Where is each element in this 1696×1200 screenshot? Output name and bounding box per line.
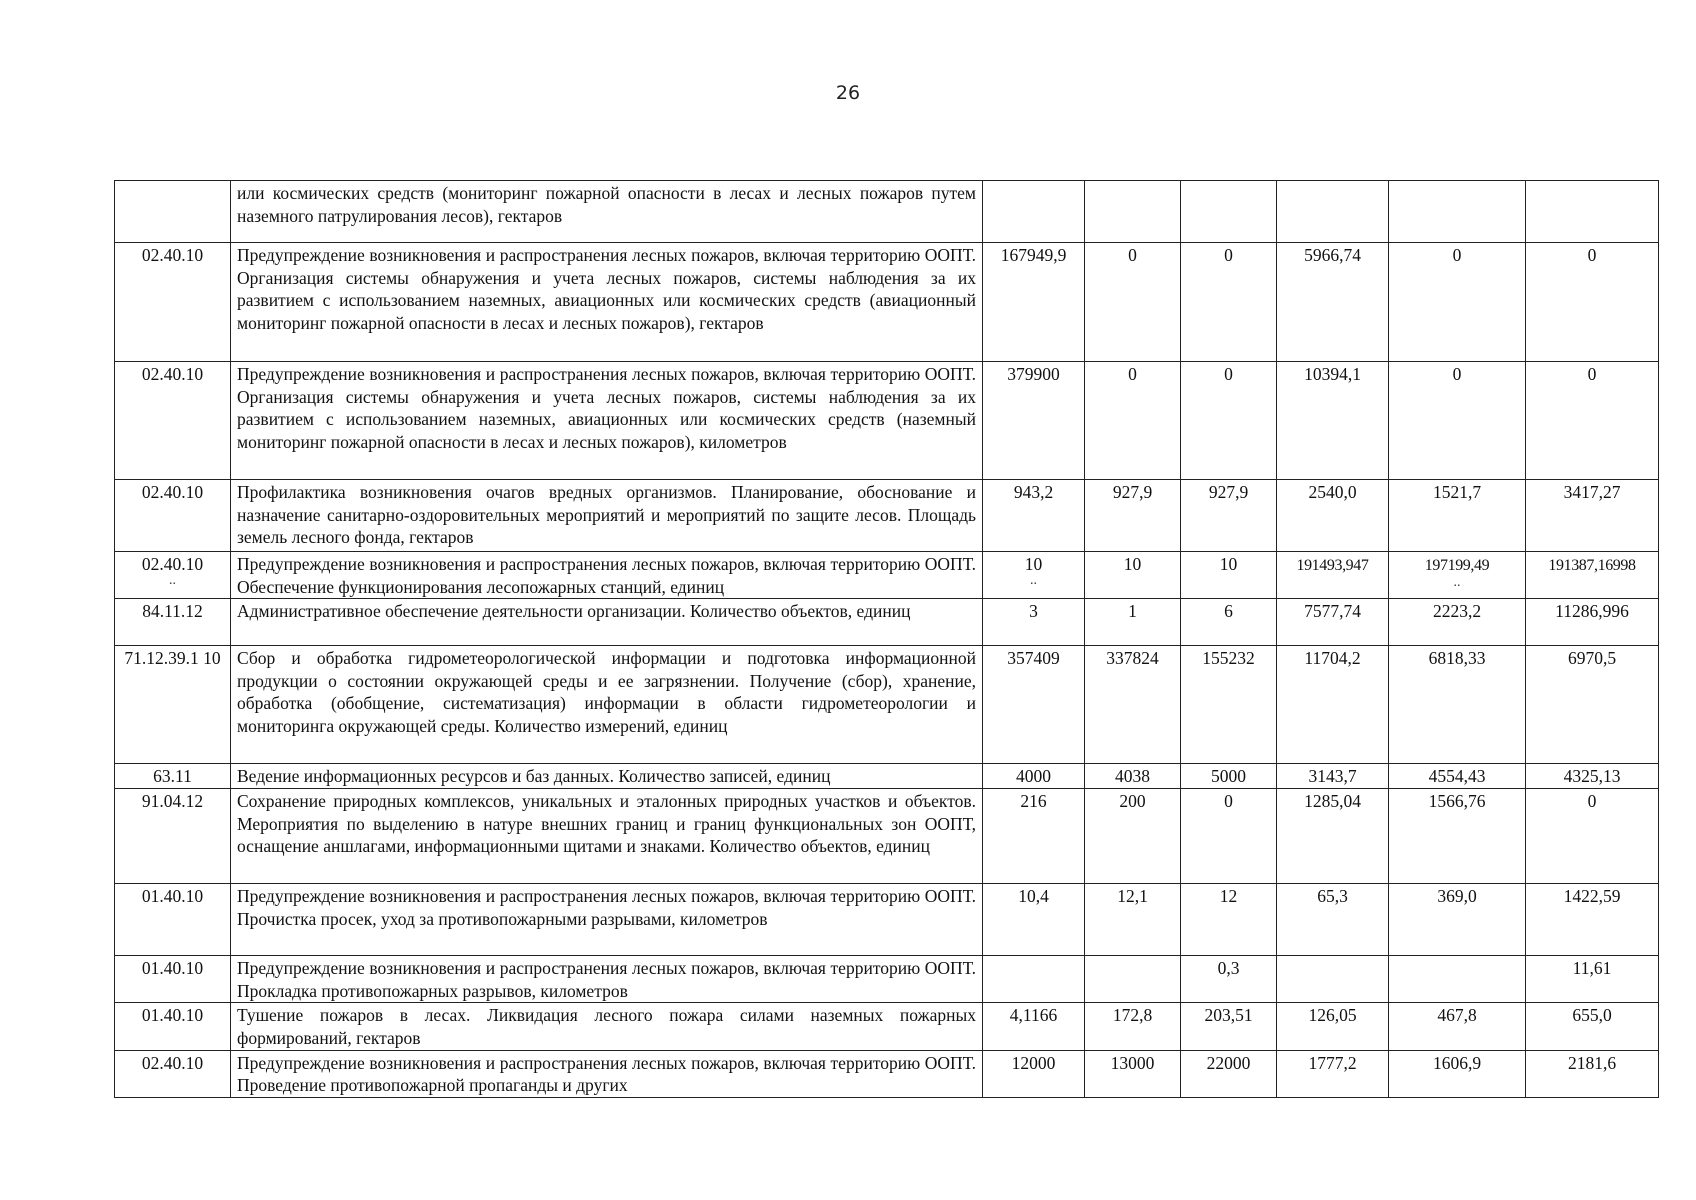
value-col-4: 7577,74 bbox=[1277, 599, 1389, 646]
service-description: Предупреждение возникновения и распространения лесных пожаров, включая территорию ООПТ. Прокладка противопожарных разрывов, километров bbox=[231, 956, 983, 1003]
service-description: Профилактика возникновения очагов вредных организмов. Планирование, обоснование и назначение санитарно-оздоровительных мероприятий и мероприятий по защите лесов. Площадь земель лесного фонда, гектаров bbox=[231, 480, 983, 552]
value-col-6 bbox=[1526, 181, 1659, 243]
value-col-2: 1 bbox=[1085, 599, 1181, 646]
value-col-4: 10394,1 bbox=[1277, 362, 1389, 480]
value-col-3 bbox=[1181, 181, 1277, 243]
value-col-5 bbox=[1389, 181, 1526, 243]
okved-code-text: 02.40.10 bbox=[141, 554, 204, 574]
value-col-1: 4000 bbox=[983, 764, 1085, 789]
value-col-6: 4325,13 bbox=[1526, 764, 1659, 789]
value-col-2: 172,8 bbox=[1085, 1003, 1181, 1050]
value-col-4: 11704,2 bbox=[1277, 646, 1389, 764]
value-col-6: 1422,59 bbox=[1526, 884, 1659, 956]
value-col-3: 22000 bbox=[1181, 1050, 1277, 1097]
table-row bbox=[115, 646, 1659, 764]
value-col-4 bbox=[1277, 552, 1389, 599]
table-row bbox=[115, 552, 1659, 599]
value-col-4: 65,3 bbox=[1277, 884, 1389, 956]
value-col-1: 379900 bbox=[983, 362, 1085, 480]
value-col-5: 2223,2 bbox=[1389, 599, 1526, 646]
value-col-5 bbox=[1389, 956, 1526, 1003]
value-col-4: 5966,74 bbox=[1277, 243, 1389, 362]
okved-code: 71.12.39.1 10 bbox=[115, 646, 231, 764]
value-col-4 bbox=[1277, 181, 1389, 243]
value-col-2: 0 bbox=[1085, 243, 1181, 362]
table-row bbox=[115, 1003, 1659, 1050]
value-col-1: 943,2 bbox=[983, 480, 1085, 552]
value-col-1: 4,1166 bbox=[983, 1003, 1085, 1050]
service-description: Тушение пожаров в лесах. Ликвидация лесного пожара силами наземных пожарных формирований, гектаров bbox=[231, 1003, 983, 1050]
value-col-6: 0 bbox=[1526, 789, 1659, 884]
value-text: 191493,947 bbox=[1296, 557, 1369, 574]
service-description: Предупреждение возникновения и распространения лесных пожаров, включая территорию ООПТ. Прочистка просек, уход за противопожарными разрывами, километров bbox=[231, 884, 983, 956]
value-text: 197199,49 bbox=[1424, 557, 1490, 574]
value-col-5: 369,0 bbox=[1389, 884, 1526, 956]
service-description: Предупреждение возникновения и распространения лесных пожаров, включая территорию ООПТ. Проведение противопожарной пропаганды и других bbox=[231, 1050, 983, 1097]
value-col-4: 3143,7 bbox=[1277, 764, 1389, 789]
scan-dots: .. bbox=[1453, 574, 1461, 590]
value-col-5: 0 bbox=[1389, 243, 1526, 362]
value-col-3: 203,51 bbox=[1181, 1003, 1277, 1050]
value-col-5: 4554,43 bbox=[1389, 764, 1526, 789]
value-text: 191387,16998 bbox=[1548, 557, 1636, 574]
value-col-1: 216 bbox=[983, 789, 1085, 884]
okved-code: 01.40.10 bbox=[115, 956, 231, 1003]
okved-code: 02.40.10 bbox=[115, 480, 231, 552]
value-col-6: 0 bbox=[1526, 243, 1659, 362]
value-col-4: 126,05 bbox=[1277, 1003, 1389, 1050]
value-col-1 bbox=[983, 181, 1085, 243]
value-col-5: 1566,76 bbox=[1389, 789, 1526, 884]
value-col-1: 10,4 bbox=[983, 884, 1085, 956]
value-col-2: 10 bbox=[1085, 552, 1181, 599]
value-col-2 bbox=[1085, 181, 1181, 243]
okved-code bbox=[115, 552, 231, 599]
value-col-3: 0 bbox=[1181, 243, 1277, 362]
value-col-1 bbox=[983, 552, 1085, 599]
value-col-5 bbox=[1389, 552, 1526, 599]
table-row bbox=[115, 480, 1659, 552]
value-col-3: 6 bbox=[1181, 599, 1277, 646]
services-table bbox=[114, 180, 1659, 1098]
value-col-4: 1285,04 bbox=[1277, 789, 1389, 884]
value-col-2: 0 bbox=[1085, 362, 1181, 480]
table-row bbox=[115, 884, 1659, 956]
service-description: или космических средств (мониторинг пожарной опасности в лесах и лесных пожаров путем наземного патрулирования лесов), гектаров bbox=[231, 181, 983, 243]
okved-code: 63.11 bbox=[115, 764, 231, 789]
service-description: Предупреждение возникновения и распространения лесных пожаров, включая территорию ООПТ. Организация системы обнаружения и учета лесных пожаров, системы наблюдения за их развитием с использованием наземных, авиационных или космических средств (авиационный мониторинг пожарной опасности в лесах и лесных пожаров), гектаров bbox=[231, 243, 983, 362]
table-row bbox=[115, 789, 1659, 884]
value-col-6: 11286,996 bbox=[1526, 599, 1659, 646]
value-col-1: 167949,9 bbox=[983, 243, 1085, 362]
service-description: Предупреждение возникновения и распространения лесных пожаров, включая территорию ООПТ. Организация системы обнаружения и учета лесных пожаров, системы наблюдения за их развитием с использованием наземных, авиационных или космических средств (наземный мониторинг пожарной опасности в лесах и лесных пожаров), километров bbox=[231, 362, 983, 480]
page-number: 26 bbox=[835, 82, 861, 104]
okved-code bbox=[115, 181, 231, 243]
value-col-1: 3 bbox=[983, 599, 1085, 646]
okved-code: 02.40.10 bbox=[115, 243, 231, 362]
value-col-6: 2181,6 bbox=[1526, 1050, 1659, 1097]
value-col-1: 357409 bbox=[983, 646, 1085, 764]
table-row bbox=[115, 243, 1659, 362]
value-col-5: 0 bbox=[1389, 362, 1526, 480]
value-col-2: 200 bbox=[1085, 789, 1181, 884]
service-description: Ведение информационных ресурсов и баз данных. Количество записей, единиц bbox=[231, 764, 983, 789]
table-row bbox=[115, 599, 1659, 646]
value-col-3: 0 bbox=[1181, 362, 1277, 480]
table-row bbox=[115, 956, 1659, 1003]
scan-dots: .. bbox=[1030, 572, 1037, 588]
value-col-4: 2540,0 bbox=[1277, 480, 1389, 552]
value-col-2 bbox=[1085, 956, 1181, 1003]
value-col-3: 0,3 bbox=[1181, 956, 1277, 1003]
value-col-3: 10 bbox=[1181, 552, 1277, 599]
value-col-3: 155232 bbox=[1181, 646, 1277, 764]
value-col-2: 12,1 bbox=[1085, 884, 1181, 956]
value-col-1: 12000 bbox=[983, 1050, 1085, 1097]
value-col-3: 0 bbox=[1181, 789, 1277, 884]
value-col-6: 11,61 bbox=[1526, 956, 1659, 1003]
value-col-6: 6970,5 bbox=[1526, 646, 1659, 764]
table-row bbox=[115, 362, 1659, 480]
value-col-6: 0 bbox=[1526, 362, 1659, 480]
value-text: 10 bbox=[1024, 554, 1043, 574]
service-description: Сбор и обработка гидрометеорологической информации и подготовка информационной продукции о состоянии окружающей среды и ее загрязнении. Получение (сбор), хранение, обработка (обобщение, систематизация) информации в области гидрометеорологии и мониторинга окружающей среды. Количество измерений, единиц bbox=[231, 646, 983, 764]
value-col-5: 467,8 bbox=[1389, 1003, 1526, 1050]
value-col-5: 1606,9 bbox=[1389, 1050, 1526, 1097]
value-col-2: 4038 bbox=[1085, 764, 1181, 789]
table-row bbox=[115, 764, 1659, 789]
okved-code: 01.40.10 bbox=[115, 1003, 231, 1050]
table-row bbox=[115, 1050, 1659, 1097]
okved-code: 02.40.10 bbox=[115, 1050, 231, 1097]
okved-code: 84.11.12 bbox=[115, 599, 231, 646]
value-col-6: 655,0 bbox=[1526, 1003, 1659, 1050]
service-description: Административное обеспечение деятельности организации. Количество объектов, единиц bbox=[231, 599, 983, 646]
okved-code: 01.40.10 bbox=[115, 884, 231, 956]
value-col-3: 12 bbox=[1181, 884, 1277, 956]
value-col-2: 927,9 bbox=[1085, 480, 1181, 552]
value-col-6 bbox=[1526, 552, 1659, 599]
service-description: Сохранение природных комплексов, уникальных и эталонных природных участков и объектов. Мероприятия по выделению в натуре внешних границ и границ функциональных зон ООПТ, оснащение аншлагами, информационными щитами и знаками. Количество объектов, единиц bbox=[231, 789, 983, 884]
scan-dots: .. bbox=[169, 572, 176, 588]
value-col-1 bbox=[983, 956, 1085, 1003]
value-col-3: 5000 bbox=[1181, 764, 1277, 789]
value-col-6: 3417,27 bbox=[1526, 480, 1659, 552]
value-col-2: 13000 bbox=[1085, 1050, 1181, 1097]
table-row bbox=[115, 181, 1659, 243]
service-description: Предупреждение возникновения и распространения лесных пожаров, включая территорию ООПТ. Обеспечение функционирования лесопожарных станций, единиц bbox=[231, 552, 983, 599]
value-col-5: 1521,7 bbox=[1389, 480, 1526, 552]
value-col-3: 927,9 bbox=[1181, 480, 1277, 552]
value-col-4: 1777,2 bbox=[1277, 1050, 1389, 1097]
value-col-4 bbox=[1277, 956, 1389, 1003]
okved-code: 91.04.12 bbox=[115, 789, 231, 884]
value-col-2: 337824 bbox=[1085, 646, 1181, 764]
value-col-5: 6818,33 bbox=[1389, 646, 1526, 764]
okved-code: 02.40.10 bbox=[115, 362, 231, 480]
